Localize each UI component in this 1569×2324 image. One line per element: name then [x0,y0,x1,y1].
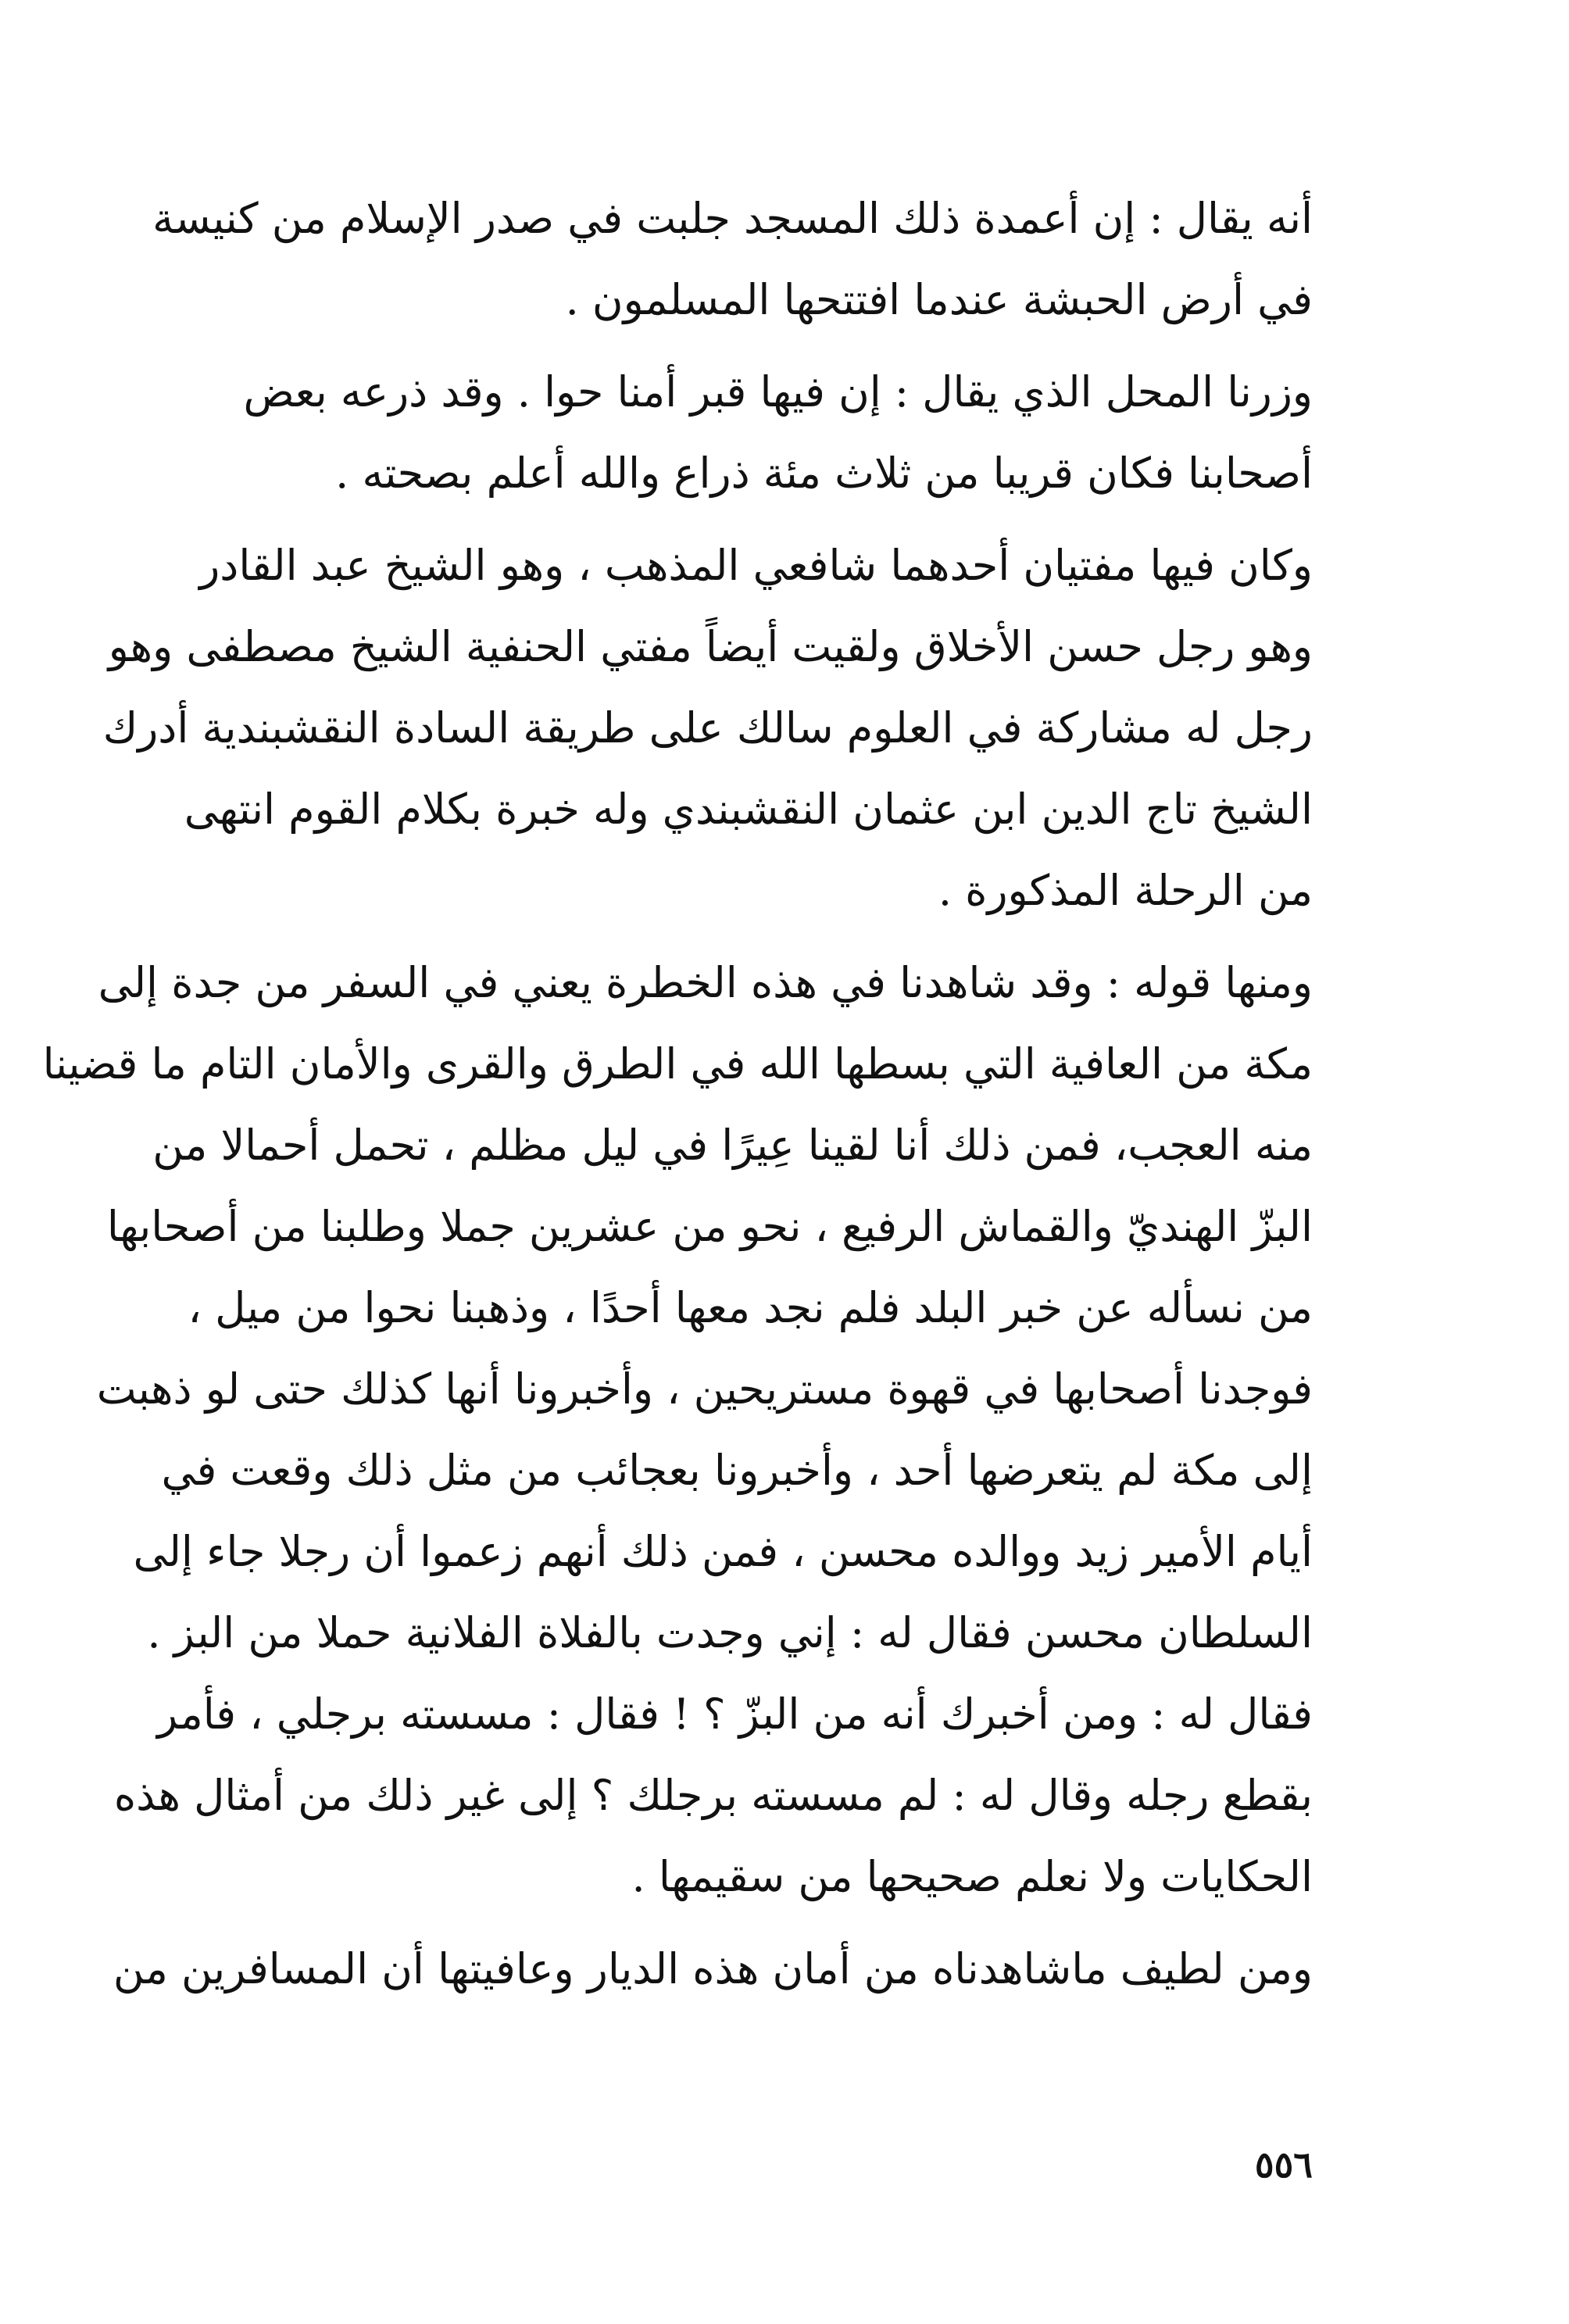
text-line: في أرض الحبشة عندما افتتحها المسلمون . [565,275,1313,324]
text-line: من الرحلة المذكورة . [938,866,1313,915]
text-line: أيام الأمير زيد ووالده محسن ، فمن ذلك أنهم زعموا أن رجلا جاء إلى [133,1527,1313,1576]
text-line: إلى مكة لم يتعرضها أحد ، وأخبرونا بعجائب من مثل ذلك وقعت في [161,1446,1313,1495]
text-line: فوجدنا أصحابها في قهوة مستريحين ، وأخبرونا أنها كذلك حتى لو ذهبت [96,1364,1313,1414]
text-line: بقطع رجله وقال له : لم مسسته برجلك ؟ إلى غير ذلك من أمثال هذه [113,1771,1313,1820]
text-line: فقال له : ومن أخبرك أنه من البزّ ؟ ! فقال : مسسته برجلي ، فأمر [157,1689,1313,1739]
paragraph-4 [42,942,1313,1918]
text-line: الشيخ تاج الدين ابن عثمان النقشبندي وله خبرة بكلام القوم انتهى [184,785,1313,834]
text-line: وكان فيها مفتيان أحدهما شافعي المذهب ، وهو الشيخ عبد القادر [199,541,1313,590]
text-line: رجل له مشاركة في العلوم سالك على طريقة السادة النقشبندية أدرك [102,703,1313,753]
text-line: البزّ الهنديّ والقماش الرفيع ، نحو من عشرين جملا وطلبنا من أصحابها [106,1202,1313,1251]
body-text [42,178,1313,2010]
text-line: الحكايات ولا نعلم صحيحها من سقيمها . [631,1852,1313,1901]
paragraph-3 [102,525,1313,931]
paragraph-5 [113,1929,1313,2010]
text-line: مكة من العافية التي بسطها الله في الطرق والقرى والأمان التام ما قضينا [42,1039,1313,1089]
text-line: وهو رجل حسن الأخلاق ولقيت أيضاً مفتي الحنفية الشيخ مصطفى وهو [108,622,1313,671]
text-line: أصحابنا فكان قريبا من ثلاث مئة ذراع والله أعلم بصحته . [335,449,1313,498]
page-number: ٥٥٦ [1254,2143,1313,2186]
text-line: أنه يقال : إن أعمدة ذلك المسجد جلبت في صدر الإسلام من كنيسة [152,194,1313,243]
paragraph-2 [243,352,1313,514]
text-line: ومن لطيف ماشاهدناه من أمان هذه الديار وعافيتها أن المسافرين من [113,1944,1313,1993]
text-line: من نسأله عن خبر البلد فلم نجد معها أحدًا ، وذهبنا نحوا من ميل ، [188,1283,1313,1332]
paragraph-1 [152,178,1313,341]
text-line: السلطان محسن فقال له : إني وجدت بالفلاة الفلانية حملا من البز . [147,1608,1313,1657]
text-line: منه العجب، فمن ذلك أنا لقينا عِيرًا في ليل مظلم ، تحمل أحمالا من [152,1121,1313,1170]
text-line: وزرنا المحل الذي يقال : إن فيها قبر أمنا حوا . وقد ذرعه بعض [243,367,1313,417]
text-line: ومنها قوله : وقد شاهدنا في هذه الخطرة يعني في السفر من جدة إلى [98,958,1313,1007]
